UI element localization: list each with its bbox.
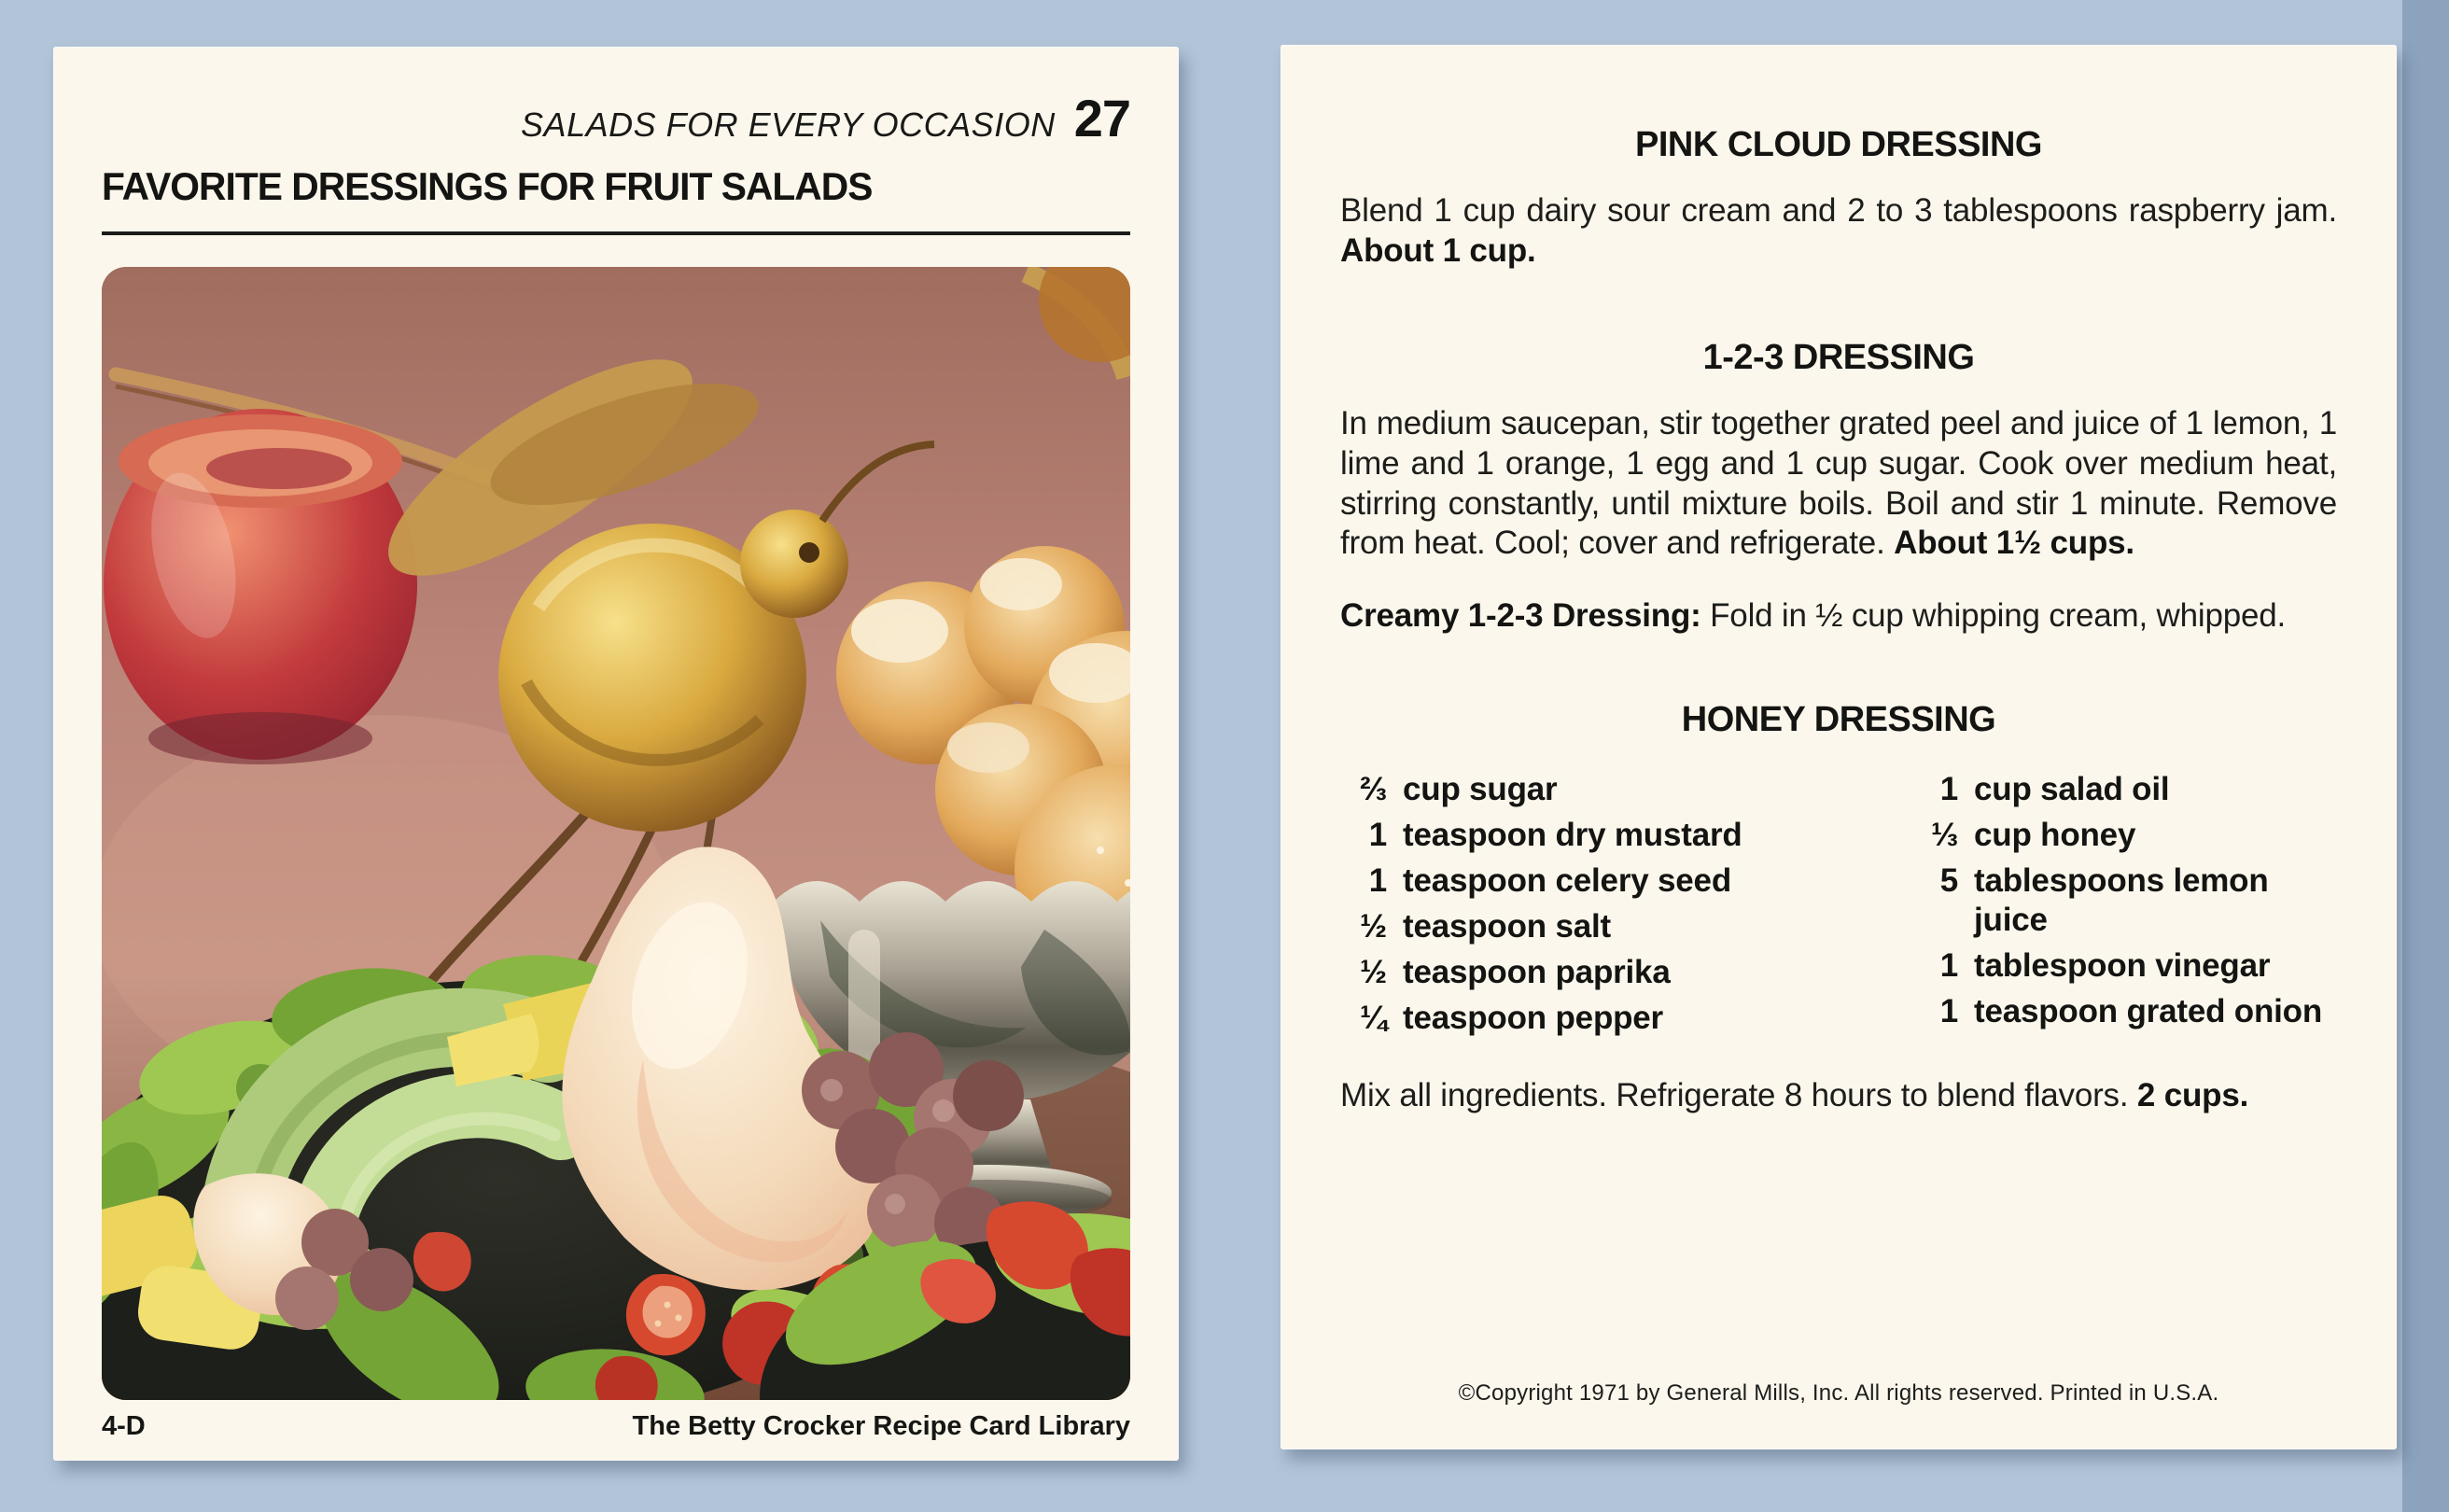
recipe-variation-creamy-123	[1340, 596, 2337, 637]
ingredient-row: ⅔ cup sugar	[1360, 770, 1558, 807]
front-footer	[102, 1411, 1130, 1442]
photo-frame	[102, 267, 1130, 1400]
honey-instructions	[1340, 1076, 2337, 1116]
card-code: 4-D	[102, 1411, 146, 1441]
series-title: SALADS FOR EVERY OCCASION	[521, 105, 1056, 144]
pink-cloud-text: Blend 1 cup dairy sour cream and 2 to 3 tablespoons raspberry jam.	[1340, 192, 2337, 229]
ingredient-row: ¼ teaspoon pepper	[1360, 999, 1663, 1036]
recipe-title-pink-cloud: PINK CLOUD DRESSING	[1635, 125, 2042, 164]
ingredient-row: ½ teaspoon salt	[1360, 907, 1612, 945]
creamy-123-label: Creamy 1-2-3 Dressing:	[1340, 597, 1711, 635]
123-text: In medium saucepan, stir together grated peel and juice of 1 lemon, 1 lime and 1 orange, 1 egg and 1 cup sugar. Cook over medium heat, stirring constantly, until mixture boils. Boil and stir 1 minute. Remove from heat. Cool; cover and refrigerate.	[1340, 405, 2337, 562]
honey-ingredients	[1340, 770, 2337, 1044]
fruit-salad-photo	[102, 267, 1130, 1400]
ingredient-row: 1 tablespoon vinegar	[1939, 946, 2271, 984]
ingredient-row: 1 teaspoon celery seed	[1368, 861, 1731, 899]
scanner-edge-strip	[2402, 0, 2449, 1512]
front-header	[102, 88, 1130, 157]
card-number: 27	[1073, 89, 1130, 147]
honey-instructions-text: Mix all ingredients. Refrigerate 8 hours to blend flavors.	[1340, 1076, 2137, 1113]
ingredient-row: 1 teaspoon grated onion	[1939, 992, 2323, 1029]
pink-cloud-yield: About 1 cup.	[1340, 231, 1536, 269]
recipe-title-honey: HONEY DRESSING	[1681, 699, 1996, 739]
library-name: The Betty Crocker Recipe Card Library	[632, 1411, 1130, 1441]
recipe-card-back	[1280, 45, 2397, 1449]
card-title: FAVORITE DRESSINGS FOR FRUIT SALADS	[102, 164, 873, 208]
ingredient-row: 1 teaspoon dry mustard	[1368, 816, 1742, 853]
ingredients-column-left	[1340, 770, 1911, 1044]
ingredient-row: ⅓ cup honey	[1931, 816, 2136, 853]
title-divider-rule	[102, 231, 1130, 235]
recipe-title-123: 1-2-3 DRESSING	[1702, 338, 1975, 378]
creamy-123-text: Fold in ½ cup whipping cream, whipped.	[1710, 597, 2287, 635]
ingredients-column-right	[1911, 770, 2337, 1044]
copyright-line: ©Copyright 1971 by General Mills, Inc. All rights reserved. Printed in U.S.A.	[1458, 1380, 2219, 1406]
123-yield: About 1½ cups.	[1894, 525, 2134, 562]
recipe-body-pink-cloud	[1340, 191, 2337, 271]
recipe-body-123	[1340, 404, 2337, 564]
honey-yield: 2 cups.	[2136, 1076, 2249, 1113]
ingredient-row: 1 cup salad oil	[1939, 770, 2170, 807]
recipe-card-front	[53, 47, 1179, 1461]
ingredient-row: ½ teaspoon paprika	[1360, 953, 1671, 990]
ingredient-row: 5 tablespoons lemon juice	[1939, 861, 2269, 938]
